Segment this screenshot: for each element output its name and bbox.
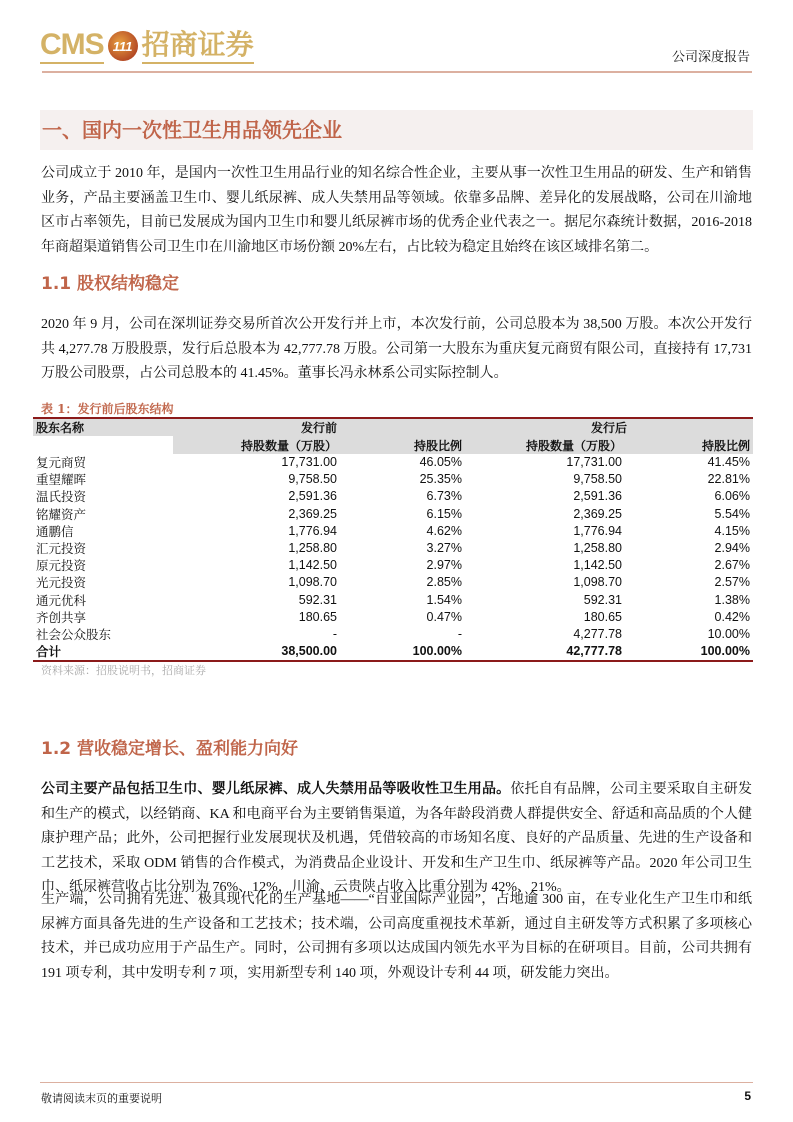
- cell-ratio-after: 6.06%: [714, 489, 750, 504]
- table-row: [33, 488, 753, 505]
- col-header-qty-after: 持股数量（万股）: [465, 436, 625, 454]
- doc-type-label: 公司深度报告: [671, 50, 750, 65]
- cell-qty-before: 1,776.94: [288, 523, 337, 538]
- cell-name: 通鹏信: [36, 523, 74, 539]
- table-row: [33, 506, 753, 523]
- cell-ratio-after: 2.67%: [714, 558, 750, 573]
- paragraph-body: 依托自有品牌，公司主要采取自主研发和生产的模式，以经销商、KA 和电商平台为主要销售渠道，为各年龄段消费人群提供安全、舒适和高品质的个人健康护理产品；此外，公司把握行业发展现状及机遇，凭借较高的市场知名度、良好的产品质量、先进的生产设备和工艺技术，采取 ODM 销售的合作模式，为消费品企业设计、开发和生产卫生巾、纸尿裤等产品。2020 年公司卫生巾、纸尿裤营收占比分别为 76%、12%，川渝、云贵陕占收入比重分别为 42%、21%。: [41, 782, 752, 895]
- cell-name: 社会公众股东: [36, 626, 112, 642]
- table-row: [33, 609, 753, 626]
- table-row: [33, 592, 753, 609]
- cell-qty-before: 38,500.00: [173, 643, 340, 661]
- cell-ratio-before: 3.27%: [426, 541, 462, 556]
- section-1-title: 一、国内一次性卫生用品领先企业: [40, 110, 753, 150]
- table-source: 资料来源：招股说明书，招商证券: [41, 664, 206, 677]
- cell-ratio-before: 4.62%: [426, 523, 462, 538]
- col-group-after: 发行后: [465, 418, 753, 436]
- cell-name: 通元优科: [36, 592, 87, 608]
- cell-qty-after: 2,591.36: [573, 489, 622, 504]
- cell-ratio-after: 4.15%: [714, 523, 750, 538]
- cell-ratio-after: 41.45%: [707, 455, 750, 470]
- cell-ratio-before: 6.15%: [426, 506, 462, 521]
- cell-ratio-before: 2.97%: [426, 558, 462, 573]
- company-logo: [40, 26, 254, 66]
- cell-qty-before: 9,758.50: [288, 472, 337, 487]
- header-divider: [42, 71, 752, 73]
- cell-ratio-after: 5.54%: [714, 506, 750, 521]
- table-row: [33, 574, 753, 591]
- cell-name: 铭耀资产: [36, 506, 87, 522]
- cell-name: 原元投资: [36, 558, 87, 574]
- cell-qty-after: 9,758.50: [573, 472, 622, 487]
- cell-qty-before: 592.31: [298, 592, 337, 607]
- footer-note: 敬请阅读末页的重要说明: [41, 1092, 162, 1105]
- cell-qty-before: 1,258.80: [288, 541, 337, 556]
- paragraph-lead-bold: 公司主要产品包括卫生巾、婴儿纸尿裤、成人失禁用品等吸收性卫生用品。: [41, 782, 511, 797]
- cell-qty-after: 180.65: [583, 609, 622, 624]
- table-caption: 表 1：发行前后股东结构: [41, 402, 174, 416]
- cell-ratio-before: 1.54%: [426, 592, 462, 607]
- cell-qty-after: 4,277.78: [573, 626, 622, 641]
- table-row: [33, 626, 753, 643]
- page-number: 5: [744, 1089, 751, 1103]
- cell-qty-before: 1,142.50: [288, 558, 337, 573]
- cell-qty-after: 1,776.94: [573, 523, 622, 538]
- col-group-before: 发行前: [173, 418, 465, 436]
- section-1-2-paragraph-2: 生产端，公司拥有先进、极具现代化的生产基地——“百亚国际产业园”，占地逾 300 亩，在专业化生产卫生巾和纸尿裤方面具备先进的生产设备和工艺技术；技术端，公司高度重视技术革新，通过自主研发等方式积累了多项核心技术，并已成功应用于产品生产。同时，公司拥有多项以达成国内领先水平为目标的在研项目。目前，公司共拥有 191 项专利，其中发明专利 7 项，实用新型专利 140 项，外观设计专利 44 项，研发能力突出。: [41, 892, 752, 981]
- col-header-qty-before: 持股数量（万股）: [173, 436, 340, 454]
- table-row: [33, 540, 753, 557]
- cell-qty-after: 42,777.78: [465, 643, 625, 661]
- cell-qty-before: 2,369.25: [288, 506, 337, 521]
- footer-divider: [40, 1082, 753, 1083]
- cell-ratio-before: 25.35%: [419, 472, 462, 487]
- logo-cms: CMS: [40, 28, 104, 64]
- cell-qty-after: 1,142.50: [573, 558, 622, 573]
- table-row: [33, 454, 753, 471]
- cell-ratio-before: 6.73%: [426, 489, 462, 504]
- table-row: [33, 557, 753, 574]
- cell-qty-before: 180.65: [298, 609, 337, 624]
- cell-qty-after: 17,731.00: [566, 455, 622, 470]
- cell-ratio-before: 100.00%: [340, 643, 465, 661]
- section-1-paragraph: 公司成立于 2010 年，是国内一次性卫生用品行业的知名综合性企业，主要从事一次性卫生用品的研发、生产和销售业务，产品主要涵盖卫生巾、婴儿纸尿裤、成人失禁用品等领域。依靠多品牌、差异化的发展战略，公司在川渝地区市占率领先，目前已发展成为国内卫生巾和婴儿纸尿裤市场的优秀企业代表之一。据尼尔森统计数据，2016-2018 年商超渠道销售公司卫生巾在川渝地区市场份额 20%左右，占比较为稳定且始终在该区域排名第二。: [41, 166, 752, 255]
- table-row: [33, 471, 753, 488]
- table-row: [33, 523, 753, 540]
- cell-ratio-after: 2.94%: [714, 541, 750, 556]
- cell-qty-after: 1,258.80: [573, 541, 622, 556]
- cell-ratio-before: 46.05%: [419, 455, 462, 470]
- cell-name: 合计: [33, 643, 173, 661]
- col-header-ratio-before: 持股比例: [340, 436, 465, 454]
- section-1-2-paragraph-1: [41, 778, 752, 901]
- cell-name: 复元商贸: [36, 455, 87, 471]
- table-total-row: [33, 643, 753, 661]
- cell-ratio-before: -: [457, 626, 462, 641]
- col-header-ratio-after: 持股比例: [625, 436, 753, 454]
- cell-name: 汇元投资: [36, 541, 87, 557]
- section-1-2-title: 1.2 营收稳定增长、盈利能力向好: [41, 739, 299, 759]
- cell-ratio-before: 2.85%: [426, 575, 462, 590]
- section-1-1-title: 1.1 股权结构稳定: [41, 274, 180, 294]
- logo-badge-icon: 111: [108, 31, 138, 61]
- cell-ratio-after: 22.81%: [707, 472, 750, 487]
- cell-qty-after: 1,098.70: [573, 575, 622, 590]
- logo-cn: 招商证券: [142, 28, 254, 64]
- cell-qty-before: 2,591.36: [288, 489, 337, 504]
- cell-ratio-after: 2.57%: [714, 575, 750, 590]
- cell-ratio-after: 1.38%: [714, 592, 750, 607]
- cell-ratio-before: 0.47%: [426, 609, 462, 624]
- shareholder-table: [33, 417, 753, 662]
- cell-qty-before: -: [332, 626, 337, 641]
- cell-name: 光元投资: [36, 575, 87, 591]
- cell-qty-before: 17,731.00: [281, 455, 337, 470]
- col-header-name: 股东名称: [33, 418, 173, 436]
- cell-qty-before: 1,098.70: [288, 575, 337, 590]
- cell-qty-after: 2,369.25: [573, 506, 622, 521]
- cell-name: 齐创共享: [36, 609, 87, 625]
- cell-ratio-after: 10.00%: [707, 626, 750, 641]
- cell-name: 温氏投资: [36, 489, 87, 505]
- cell-ratio-after: 100.00%: [625, 643, 753, 661]
- section-1-1-paragraph: 2020 年 9 月，公司在深圳证券交易所首次公开发行并上市，本次发行前，公司总股本为 38,500 万股。本次公开发行共 4,277.78 万股股票，发行后总股本为 42,777.78 万股。公司第一大股东为重庆复元商贸有限公司，直接持有 17,731 万股公司股票，占公司总股本的 41.45%。董事长冯永林系公司实际控制人。: [41, 317, 752, 381]
- cell-ratio-after: 0.42%: [714, 609, 750, 624]
- cell-name: 重望耀晖: [36, 472, 87, 488]
- cell-qty-after: 592.31: [583, 592, 622, 607]
